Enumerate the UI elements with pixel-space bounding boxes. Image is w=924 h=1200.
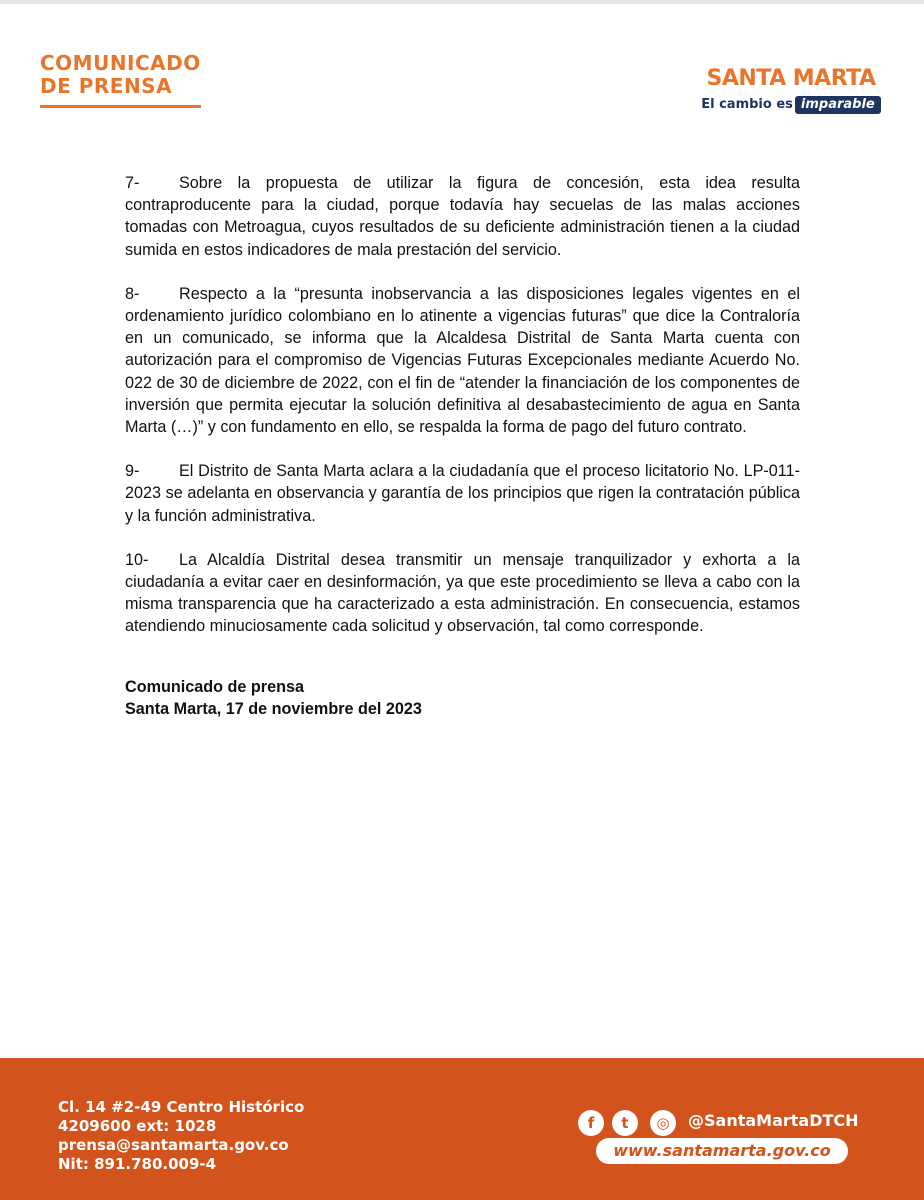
- paragraph-text: Sobre la propuesta de utilizar la figura de concesión, esta idea resulta contraproducente para la ciudad, porque todavía hay secuelas de las malas acciones tomadas con Metroagua, cuyos resultados de su deficiente administración tienen a la ciudad sumida en estos indicadores de mala prestación del servicio.: [125, 174, 800, 259]
- signature-line-1: Comunicado de prensa: [125, 677, 304, 696]
- footer-address: Cl. 14 #2-49 Centro Histórico: [58, 1098, 305, 1116]
- paragraph-number: 8-: [125, 284, 140, 303]
- paragraph-text: La Alcaldía Distrital desea transmitir un mensaje tranquilizador y exhorta a la ciudadanía a evitar caer en desinformación, ya que este procedimiento se lleva a cabo con la misma transparencia que ha caracterizado a esta administración. En consecuencia, estamos atendiendo minuciosamente cada solicitud y observación, tal como corresponde.: [125, 550, 800, 636]
- instagram-icon[interactable]: ◎: [650, 1110, 676, 1136]
- paragraph-8: [125, 283, 800, 438]
- signature-date: Santa Marta, 17 de noviembre del 2023: [125, 699, 422, 718]
- paragraph-9: [125, 460, 800, 527]
- press-release-title: [40, 52, 201, 98]
- title-line-1: COMUNICADO: [40, 51, 201, 75]
- contact-info: [58, 1098, 304, 1174]
- signature-block: [125, 676, 800, 720]
- document-body: [125, 172, 800, 720]
- paragraph-10: [125, 549, 800, 638]
- tagline-prefix: El cambio es: [701, 97, 793, 112]
- paragraph-text: Respecto a la “presunta inobservancia a las disposiciones legales vigentes en el ordenamiento jurídico colombiano en lo atinente a vigencias futuras” que dice la Contraloría en un comunicado, se informa que la Alcaldesa Distrital de Santa Marta cuenta con autorización para el compromiso de Vigencias Futuras Excepcionales mediante Acuerdo No. 022 de 30 de diciembre de 2022, con el fin de “atender la financiación de los componentes de inversión que permita ejecutar la solución definitiva al desabastecimiento de agua en Santa Marta (…)” y con fundamento en ello, se respalda la forma de pago del futuro contrato.: [125, 284, 800, 437]
- paragraph-text: El Distrito de Santa Marta aclara a la ciudadanía que el proceso licitatorio No. LP-011-2023 se adelanta en observancia y garantía de los principios que rigen la contratación pública y la función administrativa.: [125, 462, 800, 525]
- tagline-highlight: imparable: [795, 96, 881, 114]
- facebook-icon[interactable]: f: [578, 1110, 604, 1136]
- footer-band: [0, 1058, 924, 1200]
- paragraph-number: 10-: [125, 550, 149, 569]
- top-edge-strip: [0, 0, 924, 4]
- title-line-2: DE PRENSA: [40, 74, 173, 98]
- santa-marta-logo: [695, 22, 887, 122]
- footer-nit: Nit: 891.780.009-4: [58, 1155, 217, 1173]
- social-handle[interactable]: @SantaMartaDTCH: [688, 1111, 859, 1130]
- footer-phone: 4209600 ext: 1028: [58, 1117, 217, 1135]
- title-underline: [40, 105, 201, 108]
- logo-tagline: [695, 96, 887, 114]
- paragraph-7: [125, 172, 800, 261]
- logo-name: SANTA MARTA: [706, 66, 876, 91]
- paragraph-number: 9-: [125, 462, 140, 481]
- paragraph-number: 7-: [125, 174, 140, 192]
- footer-email: prensa@santamarta.gov.co: [58, 1136, 289, 1154]
- twitter-icon[interactable]: t: [612, 1110, 638, 1136]
- website-link[interactable]: www.santamarta.gov.co: [596, 1138, 848, 1164]
